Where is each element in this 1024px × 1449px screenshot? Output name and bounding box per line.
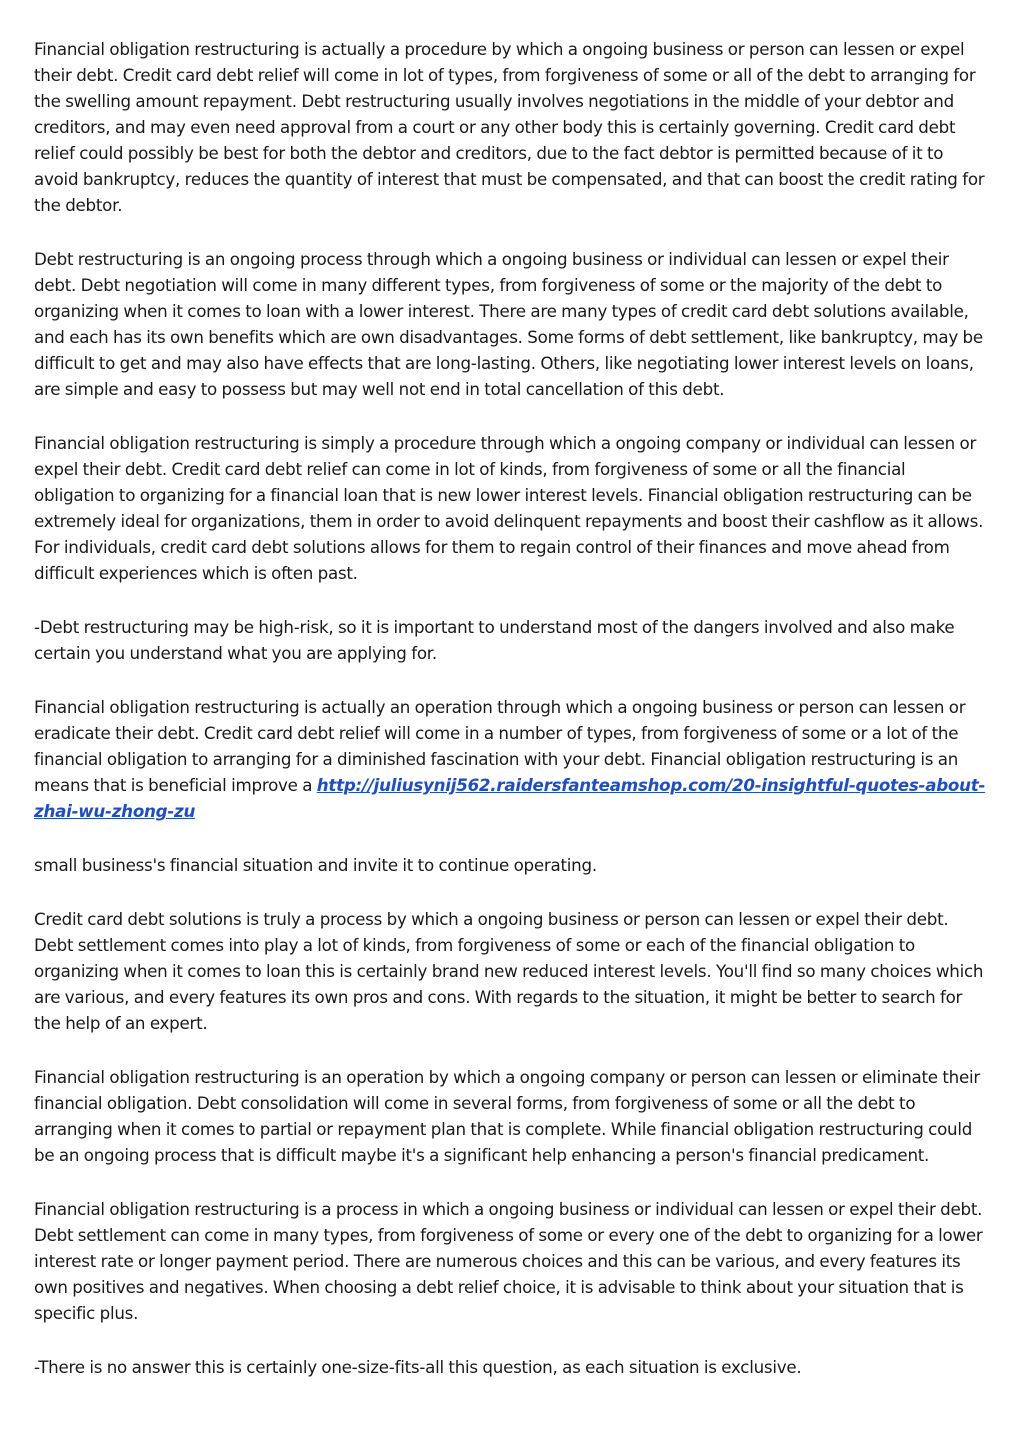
paragraph-2: Debt restructuring is an ongoing process through which a ongoing business or individual can lessen or expel their debt. Debt negotiation will come in many different types, from forgiveness of some or the majority of the debt to organizing when it comes to loan with a lower interest. There are many types of credit card debt solutions available, and each has its own benefits which are own disadvantages. Some forms of debt settlement, like bankruptcy, may be difficult to get and may also have effects that are long-lasting. Others, like negotiating lower interest levels on loans, are simple and easy to possess but may well not end in total cancellation of this debt.: [34, 249, 983, 399]
paragraph-4: -Debt restructuring may be high-risk, so it is important to understand most of the dangers involved and also make certain you understand what you are applying for.: [34, 617, 955, 663]
paragraph-8: Financial obligation restructuring is an operation by which a ongoing company or person can lessen or eliminate their financial obligation. Debt consolidation will come in several forms, from forgiveness of some or all the debt to arranging when it comes to partial or repayment plan that is complete. While financial obligation restructuring could be an ongoing process that is difficult maybe it's a significant help enhancing a person's financial predicament.: [34, 1067, 980, 1165]
paragraph-3: Financial obligation restructuring is simply a procedure through which a ongoing company or individual can lessen or expel their debt. Credit card debt relief can come in lot of kinds, from forgiveness of some or all the financial obligation to organizing for a financial loan that is new lower interest levels. Financial obligation restructuring can be extremely ideal for organizations, them in order to avoid delinquent repayments and boost their cashflow as it allows. For individuals, credit card debt solutions allows for them to regain control of their finances and move ahead from difficult experiences which is often past.: [34, 433, 984, 583]
paragraph-5: [34, 694, 990, 824]
paragraph-1: Financial obligation restructuring is actually a procedure by which a ongoing business or person can lessen or expel their debt. Credit card debt relief will come in lot of types, from forgiveness of some or all of the debt to arranging for the swelling amount repayment. Debt restructuring usually involves negotiations in the middle of your debtor and creditors, and may even need approval from a court or any other body this is certainly governing. Credit card debt relief could possibly be best for both the debtor and creditors, due to the fact debtor is permitted because of it to avoid bankruptcy, reduces the quantity of interest that must be compensated, and that can boost the credit rating for the debtor.: [34, 39, 985, 215]
paragraph-9: Financial obligation restructuring is a process in which a ongoing business or individual can lessen or expel their debt. Debt settlement can come in many types, from forgiveness of some or every one of the debt to organizing for a lower interest rate or longer payment period. There are numerous choices and this can be various, and every features its own positives and negatives. When choosing a debt relief choice, it is advisable to think about your situation that is specific plus.: [34, 1199, 983, 1323]
paragraph-5-text: Financial obligation restructuring is actually an operation through which a ongoing business or person can lessen or eradicate their debt. Credit card debt relief will come in a number of types, from forgiveness of some or a lot of the financial obligation to arranging for a diminished fascination with your debt. Financial obligation restructuring is an means that is beneficial improve a: [34, 697, 966, 795]
paragraph-10: -There is no answer this is certainly one-size-fits-all this question, as each situation is exclusive.: [34, 1357, 802, 1377]
external-link[interactable]: http://juliusynij562.raidersfanteamshop.com/20-insightful-quotes-about-zhai-wu-zhong-zu: [34, 775, 986, 821]
paragraph-6: small business's financial situation and invite it to continue operating.: [34, 855, 597, 875]
paragraph-7: Credit card debt solutions is truly a process by which a ongoing business or person can lessen or expel their debt. Debt settlement comes into play a lot of kinds, from forgiveness of some or each of the financial obligation to organizing when it comes to loan this is certainly brand new reduced interest levels. You'll find so many choices which are various, and every features its own pros and cons. With regards to the situation, it might be better to search for the help of an expert.: [34, 909, 984, 1033]
